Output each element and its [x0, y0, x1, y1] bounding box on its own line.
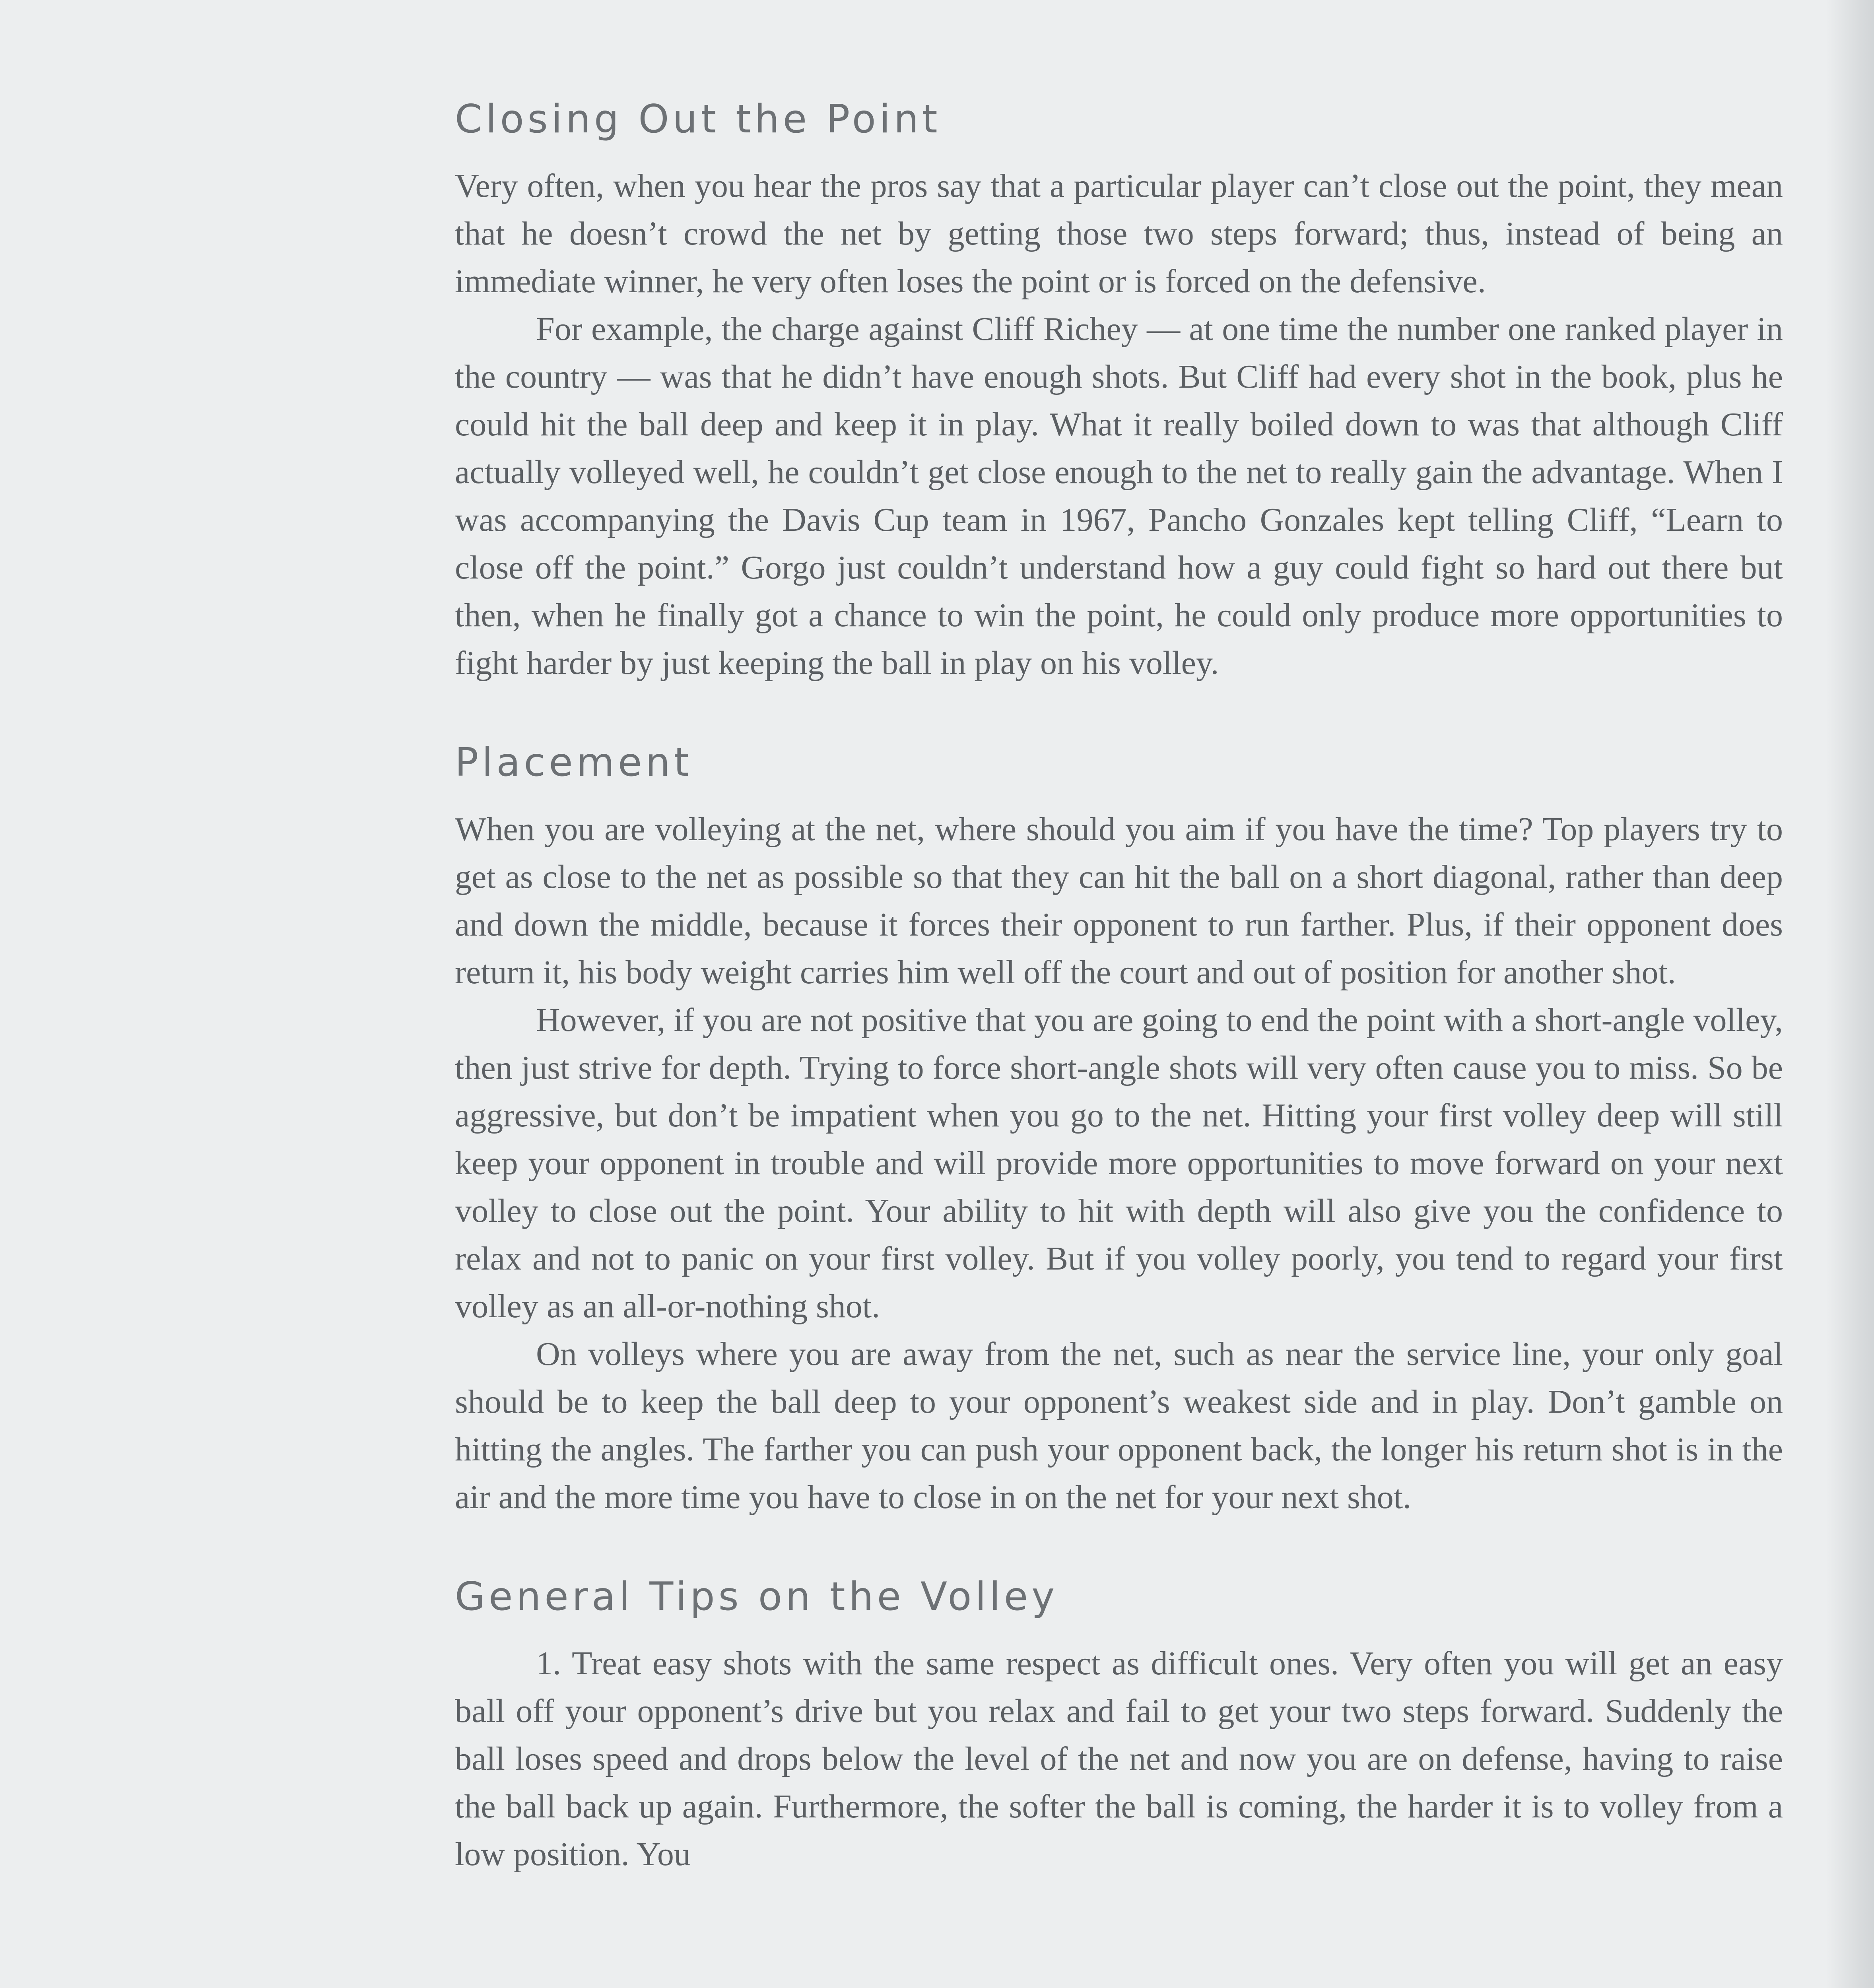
paragraph: When you are volleying at the net, where should you aim if you have the time? Top players try to get as close to the net as possible so that they can hit the ball on a short diagonal, rather than deep and down the middle, because it forces their opponent to run farther. Plus, if their opponent does return it, his body weight carries him well off the court and out of position for another shot. [455, 811, 1783, 991]
paragraph: For example, the charge against Cliff Richey — at one time the number one ranked player in the country — was that he didn’t have enough shots. But Cliff had every shot in the book, plus he could hit the ball deep and keep it in play. What it really boiled down to was that although Cliff actually volleyed well, he couldn’t get close enough to the net to really gain the advantage. When I was accompanying the Davis Cup team in 1967, Pancho Gonzales kept telling Cliff, “Learn to close off the point.” Gorgo just couldn’t understand how a guy could fight so hard out there but then, when he finally got a chance to win the point, he could only produce more opportunities to fight harder by just keeping the ball in play on his volley. [455, 311, 1783, 681]
paragraph: However, if you are not positive that you are going to end the point with a short-angle volley, then just strive for depth. Trying to force short-angle shots will very often cause you to miss. So be aggressive, but don’t be impatient when you go to the net. Hitting your first volley deep will still keep your opponent in trouble and will provide more opportunities to move forward on your next volley to close out the point. Your ability to hit with depth will also give you the confidence to relax and not to panic on your first volley. But if you volley poorly, you tend to regard your first volley as an all-or-nothing shot. [455, 1002, 1783, 1325]
section-heading-placement: Placement [455, 740, 693, 785]
paragraph: 1. Treat easy shots with the same respect as difficult ones. Very often you will get an easy ball off your opponent’s drive but you relax and fail to get your two steps forward. Suddenly the ball loses speed and drops below the level of the net and now you are on defense, having to raise the ball back up again. Furthermore, the softer the ball is coming, the harder it is to volley from a low position. You [455, 1645, 1783, 1873]
page-edge-shadow [1826, 0, 1874, 1988]
paragraph: Very often, when you hear the pros say that a particular player can’t close out the point, they mean that he doesn’t crowd the net by getting those two steps forward; thus, instead of being an immediate winner, he very often loses the point or is forced on the defensive. [455, 167, 1783, 300]
section-heading-general-tips: General Tips on the Volley [455, 1574, 1058, 1619]
paragraph: On volleys where you are away from the net, such as near the service line, your only goal should be to keep the ball deep to your opponent’s weakest side and in play. Don’t gamble on hitting the angles. The farther you can push your opponent back, the longer his return shot is in the air and the more time you have to close in on the net for your next shot. [455, 1336, 1783, 1516]
section-heading-closing-out: Closing Out the Point [455, 97, 941, 142]
text-column [455, 91, 1783, 1878]
